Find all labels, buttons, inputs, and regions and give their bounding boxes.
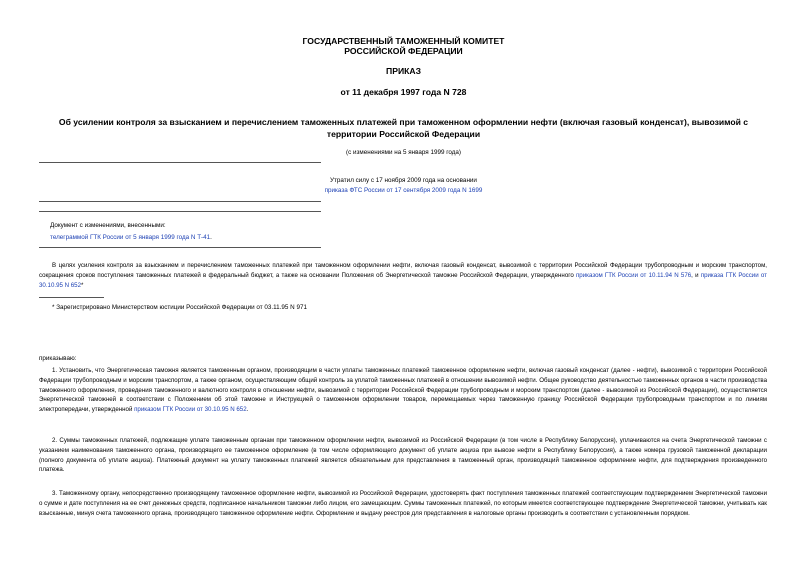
separator-line xyxy=(39,201,321,202)
preamble-mid: , и xyxy=(691,271,701,279)
order-652-link-2[interactable]: приказом ГТК России от 30.10.95 N 652 xyxy=(134,406,247,414)
separator-line xyxy=(39,247,321,248)
telegram-link[interactable]: телеграммой ГТК России от 5 января 1999 года N Т-41 xyxy=(50,234,211,241)
document-title: Об усилении контроля за взысканием и перечислением таможенных платежей при таможенном оформлении нефти (включая газовый конденсат), вывозимой с территории Российской Федерации xyxy=(58,117,749,139)
order-item-3: 3. Таможенному органу, непосредственно производящему таможенное оформление нефти, вывозимой из Российской Федерации, удостоверять факт поступления таможенных платежей соответствующим подтверждением Энергетической таможни о сумме и дате поступления на ее счет денежных средств, подписанное начальником таможни либо лицом, его замещающим. Суммы таможенных платежей, по которым имеется соответствующее подтверждение Энергетической таможни, учитывать как взысканные, минуя счета таможенного органа, производящего таможенное оформление нефти. Оформление и выдачу реестров для представления в налоговые органы производить в соответствии с установленным порядком. xyxy=(39,490,767,517)
order-intro: приказываю: xyxy=(39,355,77,362)
footnote: * Зарегистрировано Министерством юстиции Российской Федерации от 03.11.95 N 971 xyxy=(52,304,307,311)
preamble-tail: * xyxy=(81,281,84,289)
amendments-note: (с изменениями на 5 января 1999 года) xyxy=(346,149,461,156)
item-1-tail: . xyxy=(246,406,249,414)
changes-label: Документ с изменениями, внесенными: xyxy=(50,222,166,229)
issuer-line-2: РОССИЙСКОЙ ФЕДЕРАЦИИ xyxy=(344,46,463,56)
separator-line xyxy=(39,211,321,212)
order-576-link[interactable]: приказом ГТК России от 10.11.94 N 576 xyxy=(575,271,692,279)
order-item-2: 2. Суммы таможенных платежей, подлежащие уплате таможенным органам при таможенном оформлении нефти, вывозимой из Российской Федерации (в том числе в Республику Белоруссия), уплачиваются на счета Энергетической таможни с указанием наименования таможенного органа, производящего ее таможенное оформление (в том числе оформляющего документ об уплате акциза при вывозе нефти в Республику Белоруссия), а также номера грузовой таможенной декларации (полного документа об уплате акциза). Платежный документ на уплату таможенных платежей является обязательным для представления в таможенный орган, производящий таможенное оформление нефти, для подтверждения произведенного платежа. xyxy=(39,437,767,474)
changes-entry xyxy=(50,233,212,242)
preamble-paragraph xyxy=(39,261,767,290)
order-652-link[interactable]: приказа ГТК России от 30.10.95 N 652 xyxy=(39,271,767,289)
item-1-text: 1. Установить, что Энергетическая таможня является таможенным органом, производящим в части уплаты таможенных платежей таможенное оформление нефти, включая газовый конденсат (далее - нефти), вывозимой с территории Российской Федерации трубопроводным и морским транспортом, а также органом, осуществляющим общий контроль за уплатой таможенных платежей в отношении вывозимой нефти. Общее руководство деятельностью таможенных органов в части производства таможенного оформления, проведения таможенного и валютного контроля в отношении нефти, вывозимой с территории Российской Федерации трубопроводным и морским транспортом (далее - вывозимой из Российской Федерации), осуществляется Энергетической таможней в соответствии с Положением об этой таможне и Инструкцией о таможенном оформлении товаров, перемещаемых через таможенную границу Российской Федерации трубопроводным транспортом и по линиям электропередачи, утвержденной xyxy=(39,367,767,414)
document-type: ПРИКАЗ xyxy=(386,66,421,76)
footnote-separator xyxy=(39,297,104,298)
issuer-line-1: ГОСУДАРСТВЕННЫЙ ТАМОЖЕННЫЙ КОМИТЕТ xyxy=(302,36,505,46)
order-item-1 xyxy=(39,366,767,415)
separator-line xyxy=(39,162,321,163)
preamble-text: В целях усиления контроля за взысканием и перечислением таможенных платежей при таможенном оформлении нефти, включая газовый конденсат, вывозимой с территории Российской Федерации трубопроводным и морским транспортом, сокращения сроков поступления таможенных платежей в федеральный бюджет, а также на основании Положения об Энергетической таможне Российской Федерации, утвержденного xyxy=(39,262,767,279)
lost-force-basis-link[interactable] xyxy=(0,186,807,195)
changes-tail: . xyxy=(210,234,212,241)
basis-order-link[interactable]: приказа ФТС России от 17 сентября 2009 года N 1699 xyxy=(324,187,483,194)
document-date: от 11 декабря 1997 года N 728 xyxy=(340,87,467,97)
lost-force-note: Утратил силу с 17 ноября 2009 года на основании xyxy=(330,177,477,184)
